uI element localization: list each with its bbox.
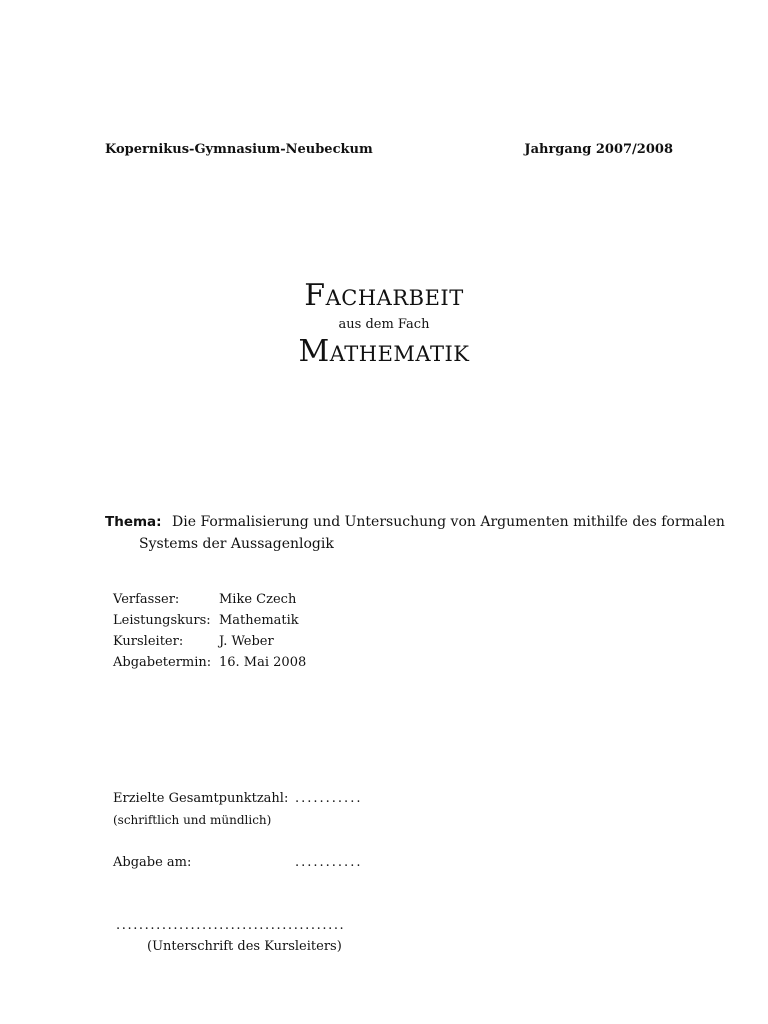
info-value: J. Weber xyxy=(219,634,274,649)
subject-title: Mathematik xyxy=(298,334,470,369)
score-note: (schriftlich und mündlich) xyxy=(113,813,272,827)
document-type-title: Facharbeit xyxy=(304,278,464,313)
signature-caption: (Unterschrift des Kursleiters) xyxy=(147,939,342,954)
score-blank: ........... xyxy=(295,791,363,806)
info-row-instructor xyxy=(113,634,306,655)
thema-label: Thema: xyxy=(105,514,162,530)
info-row-author xyxy=(113,592,306,613)
handin-blank: ........... xyxy=(295,855,363,870)
info-value: 16. Mai 2008 xyxy=(219,655,307,670)
info-key: Abgabetermin: xyxy=(113,655,212,670)
handin-label: Abgabe am: xyxy=(113,855,192,870)
signature-line: ........................................ xyxy=(116,918,346,933)
info-row-deadline xyxy=(113,655,306,676)
author-info-table xyxy=(113,592,306,676)
info-row-course xyxy=(113,613,306,634)
info-value: Mike Czech xyxy=(219,592,297,607)
score-label: Erzielte Gesamtpunktzahl: xyxy=(113,791,289,806)
thema-text-line-2: Systems der Aussagenlogik xyxy=(139,536,334,552)
school-year: Jahrgang 2007/2008 xyxy=(524,142,673,157)
title-subline: aus dem Fach xyxy=(338,317,430,332)
school-name: Kopernikus-Gymnasium-Neubeckum xyxy=(105,142,373,157)
info-key: Verfasser: xyxy=(113,592,180,607)
thema-text-line-1: Die Formalisierung und Untersuchung von Argumenten mithilfe des formalen xyxy=(172,514,725,530)
info-key: Leistungskurs: xyxy=(113,613,211,628)
info-key: Kursleiter: xyxy=(113,634,184,649)
info-value: Mathematik xyxy=(219,613,299,628)
